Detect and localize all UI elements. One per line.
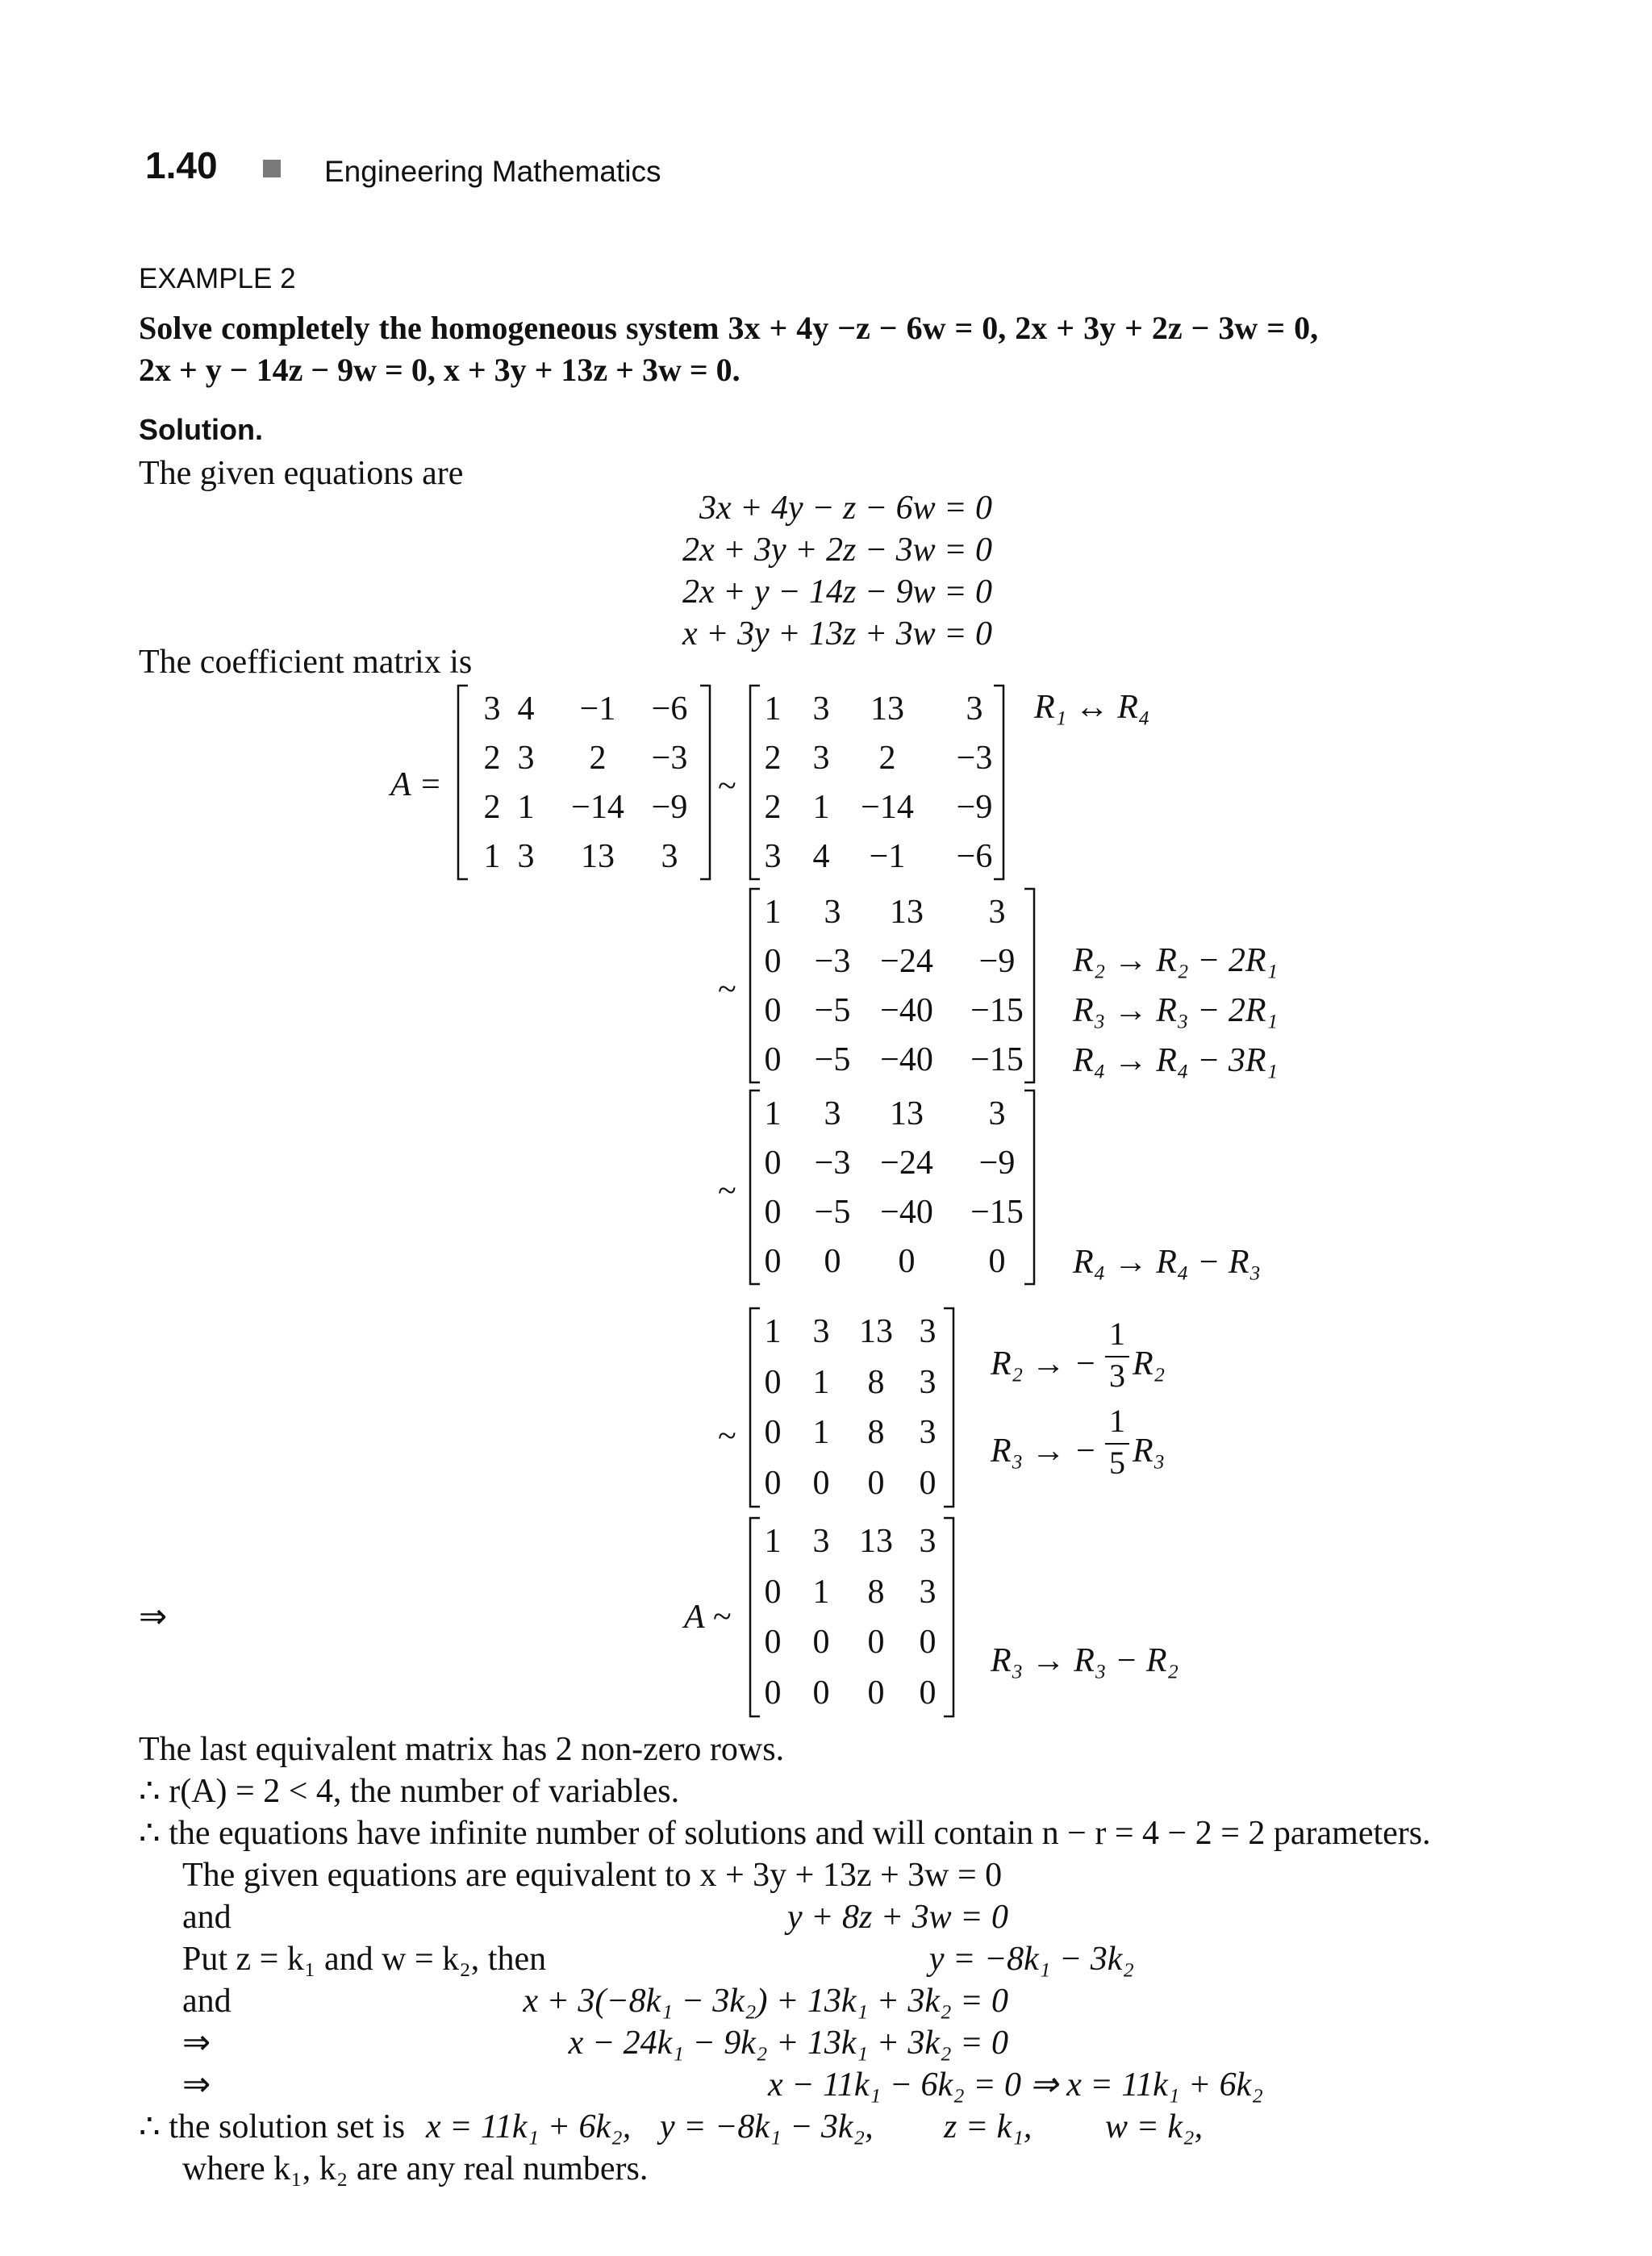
matrix-cell: 3: [824, 1095, 841, 1132]
matrix-cell: 0: [919, 1674, 937, 1712]
matrix-cell: 2: [483, 788, 501, 826]
op-r2-scale-right: R₂: [1133, 1345, 1166, 1382]
op-r3-fraction-den: 5: [1109, 1445, 1125, 1481]
solution-y: y = −8k₁ − 3k₂,: [660, 2108, 874, 2145]
matrix-cell: 8: [867, 1363, 885, 1401]
matrix-cell: 3: [988, 1095, 1006, 1132]
matrix-cell: 0: [867, 1624, 885, 1662]
matrix-cell: 1: [812, 1363, 830, 1401]
right-bracket: [1024, 1090, 1034, 1284]
matrix-cell: −15: [970, 991, 1024, 1029]
matrix-cell: 3: [812, 739, 830, 777]
page-number: 1.40: [145, 144, 218, 186]
matrix-cell: −6: [651, 690, 688, 728]
matrix-cell: 0: [764, 1040, 782, 1078]
equation-4: x + 3y + 13z + 3w = 0: [682, 615, 992, 653]
sub-eq-1: x + 3(−8k₁ − 3k₂) + 13k₁ + 3k₂ = 0: [523, 1983, 1008, 2020]
matrix-cell: 2: [589, 739, 607, 777]
matrix-cell: −24: [880, 1144, 933, 1182]
solution-intro: The given equations are: [139, 455, 464, 492]
matrix-step-2: [749, 887, 1036, 1084]
matrix-cell: 0: [867, 1464, 885, 1502]
tilde-2: ~: [718, 971, 736, 1008]
matrix-cell: 3: [919, 1523, 937, 1561]
matrix-cell: 1: [812, 1414, 830, 1452]
matrix-cell: −1: [579, 690, 616, 728]
matrix-cell: −9: [978, 942, 1016, 980]
op-r2: R₂ → R₂ − 2R₁: [1073, 942, 1279, 979]
matrix-cell: 3: [919, 1363, 937, 1401]
problem-statement-line-1: Solve completely the homogeneous system 3x + 4y −z − 6w = 0, 2x + 3y + 2z − 3w = 0,: [139, 310, 1319, 346]
matrix-cell: 0: [812, 1624, 830, 1662]
matrix-cell: 4: [812, 837, 830, 875]
equivalent-text: The given equations are equivalent to x + 3y + 13z + 3w = 0: [182, 1857, 1003, 1894]
matrix-cell: −3: [814, 1144, 851, 1182]
matrix-cell: 2: [878, 739, 896, 777]
tilde-4: ~: [718, 1418, 736, 1455]
matrix-cell: −40: [880, 991, 933, 1029]
matrix-step-4: [749, 1307, 955, 1508]
matrix-cell: −9: [651, 788, 688, 826]
matrix-cell: −15: [970, 1193, 1024, 1231]
matrix-cell: −9: [978, 1144, 1016, 1182]
sub-eq-3: x − 11k₁ − 6k₂ = 0 ⇒ x = 11k₁ + 6k₂: [768, 2066, 1263, 2104]
op-r2-scale-left: R₂ → −: [991, 1345, 1097, 1382]
matrix-cell: 3: [824, 893, 841, 931]
matrix-cell: 3: [517, 837, 535, 875]
a-tilde-label: A ~: [684, 1599, 732, 1636]
matrix-cell: −3: [651, 739, 688, 777]
op-r4-minus-r3: R₄ → R₄ − R₃: [1073, 1244, 1262, 1281]
matrix-cell: −40: [880, 1193, 933, 1231]
solution-x: x = 11k₁ + 6k₂,: [426, 2108, 632, 2145]
op-swap: R₁ ↔ R₄: [1034, 689, 1150, 726]
right-bracket: [700, 686, 710, 879]
matrix-cell: 1: [483, 837, 501, 875]
matrix-cell: 1: [764, 1313, 782, 1351]
matrix-cell: −9: [956, 788, 993, 826]
matrix-cell: −24: [880, 942, 933, 980]
matrix-cell: 4: [517, 690, 535, 728]
matrix-cell: 0: [764, 1674, 782, 1712]
matrix-cell: 3: [966, 690, 983, 728]
matrix-cell: −5: [814, 1040, 851, 1078]
problem-statement-line-2: 2x + y − 14z − 9w = 0, x + 3y + 13z + 3w = 0.: [139, 352, 740, 388]
matrix-cell: 0: [764, 1624, 782, 1662]
matrix-cell: 3: [661, 837, 678, 875]
implies-arrow-3: ⇒: [182, 2066, 211, 2104]
example-label: EXAMPLE 2: [139, 263, 296, 294]
matrix-cell: 0: [764, 991, 782, 1029]
coefficient-text: The coefficient matrix is: [139, 644, 473, 681]
book-title: Engineering Mathematics: [324, 155, 661, 188]
matrix-final: [749, 1516, 955, 1718]
left-bracket: [750, 686, 760, 879]
matrix-cell: 3: [483, 690, 501, 728]
right-bracket: [944, 1518, 953, 1716]
right-bracket: [944, 1308, 953, 1507]
equation-3: 2x + y − 14z − 9w = 0: [682, 573, 992, 611]
op-r2-fraction-den: 3: [1109, 1357, 1125, 1394]
matrix-cell: 3: [764, 837, 782, 875]
matrix-cell: 1: [764, 690, 782, 728]
matrix-cell: −6: [956, 837, 993, 875]
sub-eq-2: x − 24k₁ − 9k₂ + 13k₁ + 3k₂ = 0: [568, 2025, 1008, 2062]
matrix-cell: −14: [861, 788, 914, 826]
matrix-cell: 3: [919, 1414, 937, 1452]
matrix-cell: 1: [812, 788, 830, 826]
matrix-cell: 13: [859, 1523, 893, 1561]
op-r4: R₄ → R₄ − 3R₁: [1073, 1042, 1279, 1079]
implies-arrow-2: ⇒: [182, 2025, 211, 2062]
op-r3-scale-right: R₃: [1133, 1432, 1166, 1470]
matrix-cell: 0: [764, 1144, 782, 1182]
op-r3-minus-r2: R₃ → R₃ − R₂: [991, 1642, 1179, 1679]
matrix-cell: 0: [812, 1464, 830, 1502]
matrix-cell: 13: [870, 690, 904, 728]
matrix-swapped: [749, 684, 1005, 881]
matrix-cell: 3: [988, 893, 1006, 931]
matrix-cell: 1: [764, 1095, 782, 1132]
matrix-cell: 13: [890, 893, 924, 931]
header-square-icon: [263, 160, 281, 177]
matrix-step-3: [749, 1089, 1036, 1286]
solution-w: w = k₂,: [1105, 2108, 1204, 2145]
left-bracket: [750, 1090, 760, 1284]
matrix-cell: 8: [867, 1414, 885, 1452]
conclusion-line-3: ∴ the equations have infinite number of solutions and will contain n − r = 4 − 2 = 2 parameters.: [139, 1815, 1431, 1852]
equivalent-eq-2: y + 8z + 3w = 0: [786, 1899, 1008, 1936]
tilde-3: ~: [718, 1173, 736, 1210]
equation-2: 2x + 3y + 2z − 3w = 0: [682, 532, 992, 569]
matrix-cell: −14: [571, 788, 624, 826]
op-r2-fraction-num: 1: [1109, 1316, 1125, 1352]
matrix-cell: −3: [814, 942, 851, 980]
implies-arrow-1: ⇒: [139, 1599, 168, 1636]
matrix-cell: 0: [812, 1674, 830, 1712]
matrix-cell: −1: [869, 837, 906, 875]
right-bracket: [994, 686, 1003, 879]
matrix-original: [457, 684, 711, 881]
matrix-cell: 0: [764, 1414, 782, 1452]
matrix-cell: 0: [898, 1242, 916, 1280]
matrix-cell: 0: [764, 1193, 782, 1231]
where-text: where k₁, k₂ are any real numbers.: [182, 2150, 649, 2187]
matrix-cell: 1: [812, 1573, 830, 1611]
put-text: Put z = k₁ and w = k₂, then: [182, 1941, 547, 1978]
matrix-cell: 8: [867, 1573, 885, 1611]
matrix-cell: 0: [764, 1363, 782, 1401]
matrix-cell: −15: [970, 1040, 1024, 1078]
matrix-cell: 3: [919, 1573, 937, 1611]
matrix-cell: −5: [814, 991, 851, 1029]
solution-z: z = k₁,: [944, 2108, 1032, 2145]
matrix-cell: 3: [812, 1313, 830, 1351]
matrix-cell: 2: [483, 739, 501, 777]
solution-set-prefix: ∴ the solution set is: [139, 2108, 406, 2145]
matrix-cell: 0: [919, 1464, 937, 1502]
op-r3-fraction-num: 1: [1109, 1403, 1125, 1439]
matrix-cell: 0: [764, 1242, 782, 1280]
matrix-cell: 0: [764, 1464, 782, 1502]
tilde-1: ~: [718, 768, 736, 805]
solution-heading: Solution.: [139, 413, 263, 446]
matrix-cell: −3: [956, 739, 993, 777]
matrix-cell: 3: [919, 1313, 937, 1351]
matrix-a-label: A =: [390, 766, 442, 803]
matrix-cell: −40: [880, 1040, 933, 1078]
put-eq: y = −8k₁ − 3k₂: [928, 1941, 1134, 1978]
matrix-cell: 0: [919, 1624, 937, 1662]
matrix-cell: 13: [859, 1313, 893, 1351]
matrix-cell: 0: [867, 1674, 885, 1712]
matrix-cell: 3: [812, 690, 830, 728]
matrix-cell: 3: [517, 739, 535, 777]
matrix-cell: 1: [764, 1523, 782, 1561]
op-r3-scale-left: R₃ → −: [991, 1432, 1097, 1470]
right-bracket: [1024, 889, 1034, 1082]
left-bracket: [750, 1518, 760, 1716]
matrix-cell: 1: [517, 788, 535, 826]
matrix-cell: 2: [764, 739, 782, 777]
and-2: and: [182, 1983, 232, 2020]
matrix-cell: −5: [814, 1193, 851, 1231]
equation-1: 3x + 4y − z − 6w = 0: [699, 490, 992, 527]
matrix-cell: 13: [581, 837, 615, 875]
matrix-cell: 2: [764, 788, 782, 826]
left-bracket: [750, 1308, 760, 1507]
matrix-cell: 0: [764, 942, 782, 980]
left-bracket: [458, 686, 468, 879]
matrix-cell: 3: [812, 1523, 830, 1561]
and-1: and: [182, 1899, 232, 1936]
left-bracket: [750, 889, 760, 1082]
op-r3: R₃ → R₃ − 2R₁: [1073, 992, 1279, 1029]
matrix-cell: 1: [764, 893, 782, 931]
conclusion-line-2: ∴ r(A) = 2 < 4, the number of variables.: [139, 1773, 680, 1810]
matrix-cell: 0: [764, 1573, 782, 1611]
conclusion-line-1: The last equivalent matrix has 2 non-zero rows.: [139, 1731, 785, 1768]
matrix-cell: 0: [824, 1242, 841, 1280]
matrix-cell: 13: [890, 1095, 924, 1132]
matrix-cell: 0: [988, 1242, 1006, 1280]
